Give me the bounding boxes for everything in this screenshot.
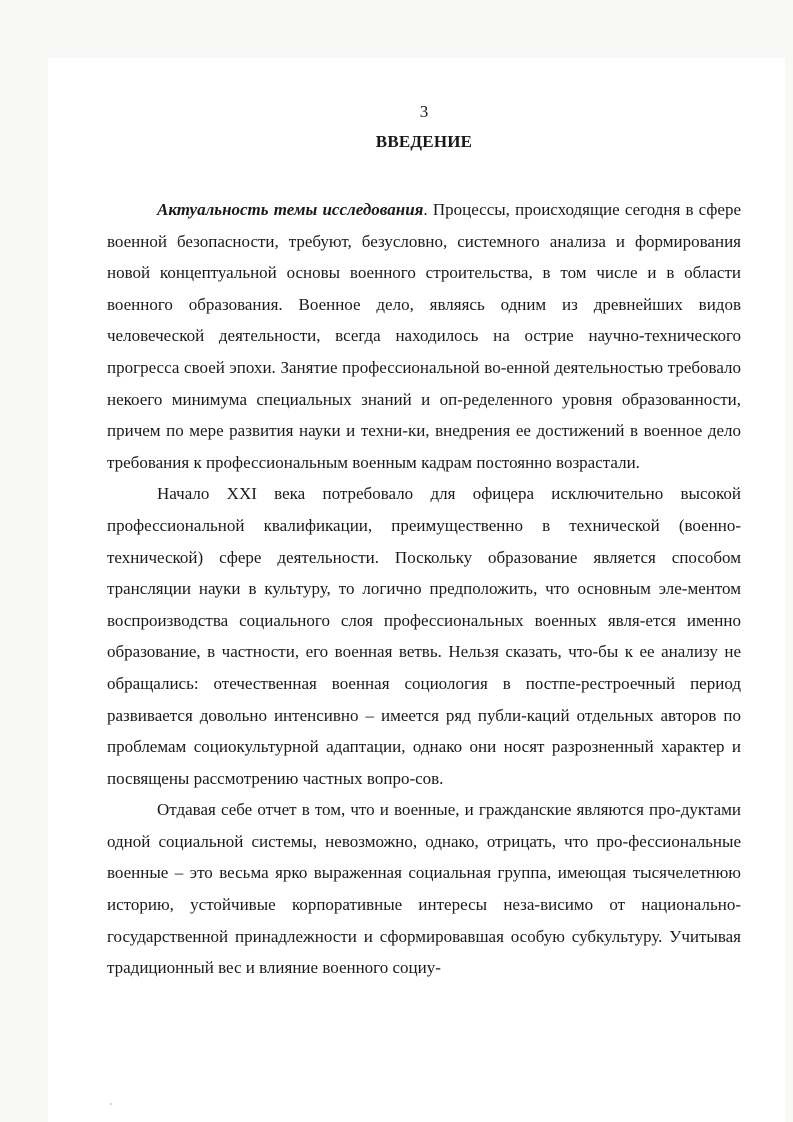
paragraph-text: . Процессы, происходящие сегодня в сфере военной безопасности, требуют, безусловно, системного анализа и формирования новой концептуальной основы военного строительства, в том числе и в области военного образования. Военное дело, являясь одним из древнейших видов человеческой деятельности, всегда находилось на острие научно-технического прогресса своей эпохи. Занятие профессиональной во-енной деятельностью требовало некоего минимума специальных знаний и оп-ределенного уровня образованности, причем по мере развития науки и техни-ки, внедрения ее достижений в военное дело требования к профессиональным военным кадрам постоянно возрастали. (107, 200, 742, 472)
paragraph-relevance (107, 194, 741, 478)
paragraph-xxi-century (107, 478, 741, 794)
paragraph-military-group (107, 794, 741, 984)
paragraph-text: Отдавая себе отчет в том, что и военные, и гражданские являются про-дуктами одной социальной системы, невозможно, однако, отрицать, что про-фессиональные военные – это весьма ярко выраженная социальная группа, имеющая тысячелетнюю историю, устойчивые корпоративные интересы неза-висимо от национально-государственной принадлежности и сформировавшая особую субкультуру. Учитывая традиционный вес и влияние военного социу- (107, 800, 741, 978)
section-heading: ВВЕДЕНИЕ (375, 132, 473, 151)
page-number: 3 (419, 102, 429, 121)
scan-speck (110, 1103, 112, 1105)
paragraph-text: Начало XXI века потребовало для офицера исключительно высокой профессиональной квалификации, преимущественно в технической (военно-технической) сфере деятельности. Поскольку образование является способом трансляции науки в культуру, то логично предположить, что основным эле-ментом воспроизводства социального слоя профессиональных военных явля-ется именно образование, в частности, его военная ветвь. Нельзя сказать, что-бы к ее анализу не обращались: отечественная военная социология в постпе-рестроечный период развивается довольно интенсивно – имеется ряд публи-каций отдельных авторов по проблемам социокультурной адаптации, однако они носят разрозненный характер и посвящены рассмотрению частных вопро-сов. (107, 484, 741, 788)
body-text (107, 194, 741, 984)
paragraph-lead: Актуальность темы исследования (157, 200, 424, 219)
